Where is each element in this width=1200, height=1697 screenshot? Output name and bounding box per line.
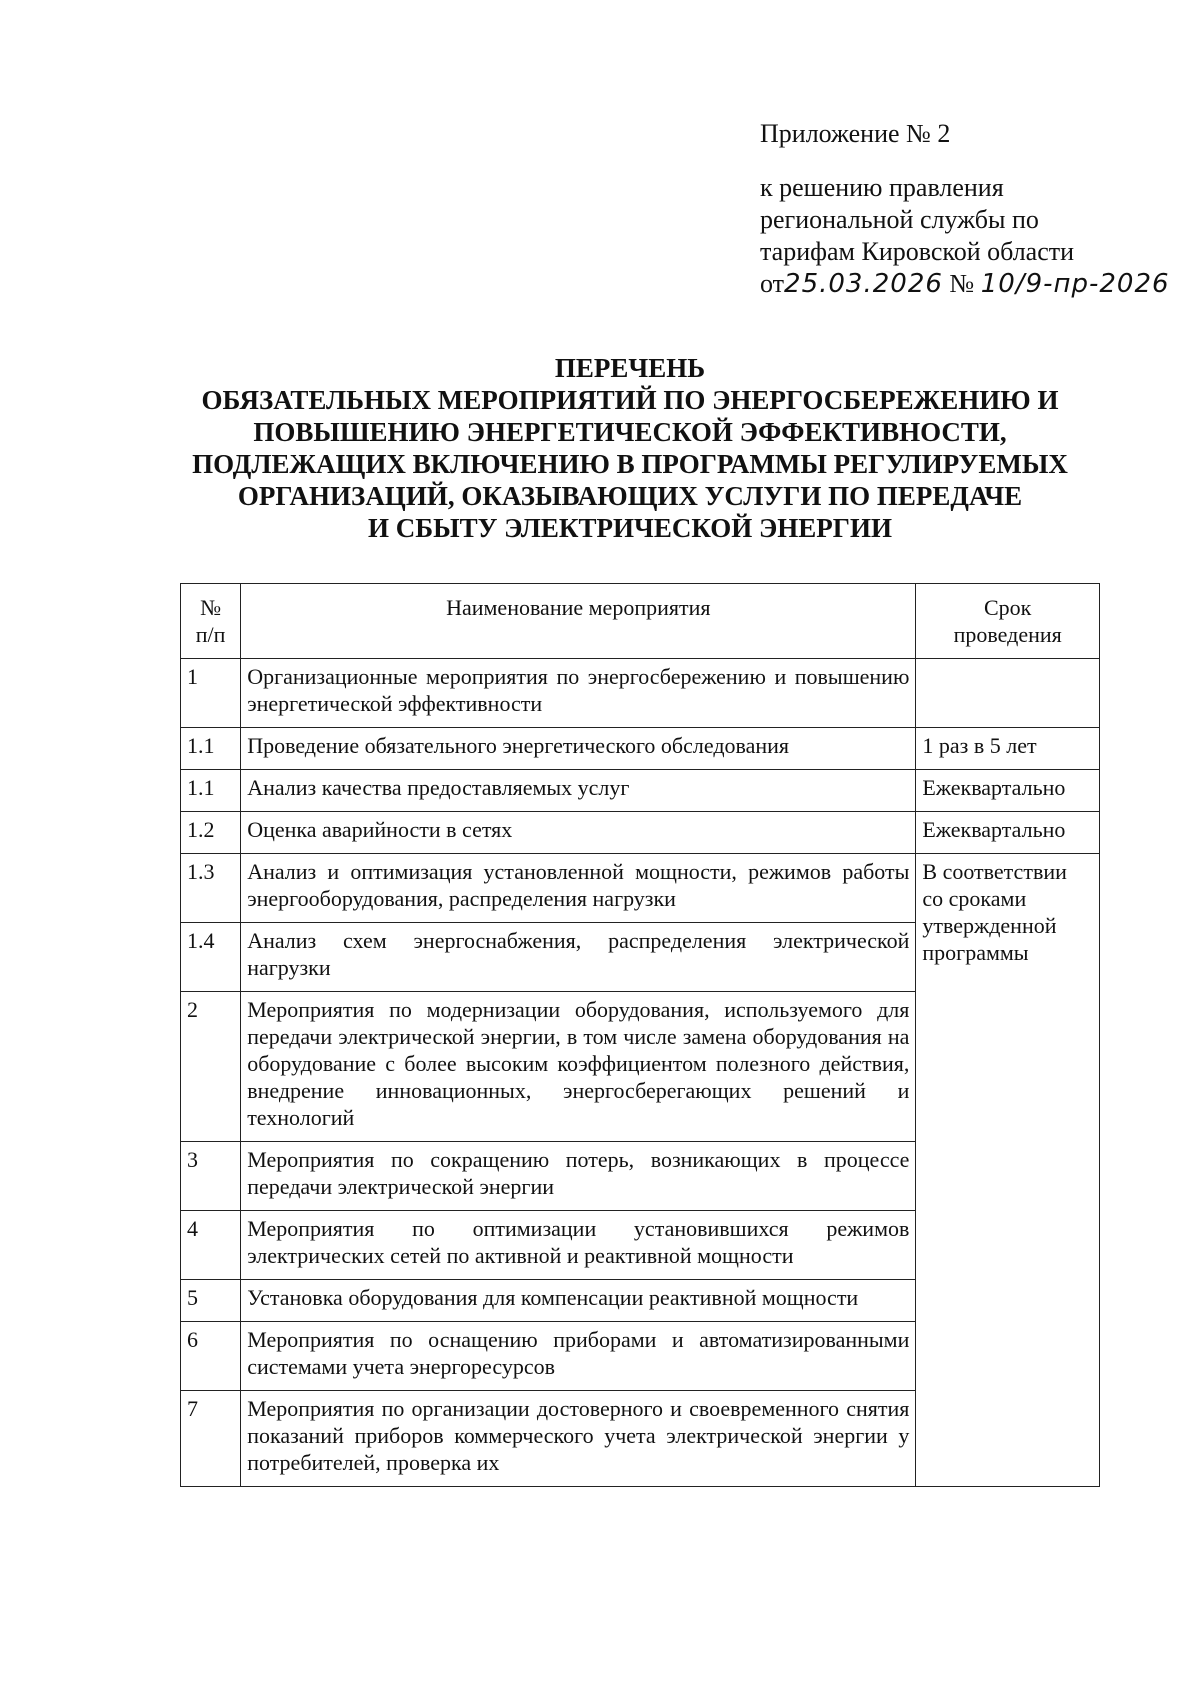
row-term: Ежеквартально [916, 770, 1100, 812]
appendix-line-3: тарифам Кировской области [760, 237, 1075, 266]
row-name: Мероприятия по модернизации оборудования, используемого для передачи электрической энергии, в том числе замена оборудования на оборудование с более высоким коэффициентом полезного действия, внедрение инновационных, энергосберегающих решений и технологий [241, 992, 916, 1142]
heading-line-1: ПЕРЕЧЕНЬ [554, 353, 706, 383]
heading-line-6: И СБЫТУ ЭЛЕКТРИЧЕСКОЙ ЭНЕРГИИ [368, 513, 892, 543]
row-number: 1.1 [181, 728, 241, 770]
merged-term: В соответствии со сроками утвержденной программы [916, 854, 1100, 1487]
header-number-line-2: п/п [195, 622, 226, 647]
appendix-date-line [760, 268, 1170, 300]
row-name: Проведение обязательного энергетического обследования [241, 728, 916, 770]
row-number: 1.1 [181, 770, 241, 812]
row-number: 1.4 [181, 923, 241, 992]
header-name: Наименование мероприятия [241, 584, 916, 659]
measures-table [180, 583, 1100, 1487]
date-prefix: от [760, 269, 785, 298]
heading-line-3: ПОВЫШЕНИЮ ЭНЕРГЕТИЧЕСКОЙ ЭФФЕКТИВНОСТИ, [253, 417, 1007, 447]
row-name: Анализ схем энергоснабжения, распределения электрической нагрузки [241, 923, 916, 992]
document-heading [150, 352, 1110, 544]
row-name: Анализ и оптимизация установленной мощности, режимов работы энергооборудования, распределения нагрузки [241, 854, 916, 923]
row-number: 4 [181, 1211, 241, 1280]
header-term [916, 584, 1100, 659]
row-term [916, 659, 1100, 728]
header-number-line-1: № [200, 595, 222, 620]
header-term-line-1: Срок [984, 595, 1032, 620]
heading-line-5: ОРГАНИЗАЦИЙ, ОКАЗЫВАЮЩИХ УСЛУГИ ПО ПЕРЕДАЧЕ [237, 481, 1023, 511]
table-row [181, 659, 1100, 728]
row-name: Мероприятия по оптимизации установившихся режимов электрических сетей по активной и реактивной мощности [241, 1211, 916, 1280]
appendix-title: Приложение № 2 [760, 119, 951, 148]
table-row [181, 812, 1100, 854]
heading-line-4: ПОДЛЕЖАЩИХ ВКЛЮЧЕНИЮ В ПРОГРАММЫ РЕГУЛИРУЕМЫХ [192, 449, 1068, 479]
date-value: 25.03.2026 [784, 269, 943, 299]
number-prefix: № [942, 269, 981, 298]
header-term-line-2: проведения [953, 622, 1062, 647]
appendix-line-1: к решению правления [760, 173, 1004, 202]
row-number: 5 [181, 1280, 241, 1322]
row-name: Оценка аварийности в сетях [241, 812, 916, 854]
row-number: 2 [181, 992, 241, 1142]
heading-line-2: ОБЯЗАТЕЛЬНЫХ МЕРОПРИЯТИЙ ПО ЭНЕРГОСБЕРЕЖЕНИЮ И [201, 385, 1059, 415]
row-name: Мероприятия по организации достоверного и своевременного снятия показаний приборов коммерческого учета электрической энергии у потребителей, проверка их [241, 1391, 916, 1487]
row-name: Мероприятия по сокращению потерь, возникающих в процессе передачи электрической энергии [241, 1142, 916, 1211]
row-name: Мероприятия по оснащению приборами и автоматизированными системами учета энергоресурсов [241, 1322, 916, 1391]
table-row [181, 854, 1100, 923]
number-value: 10/9-пр-2026 [980, 269, 1170, 299]
row-number: 1.3 [181, 854, 241, 923]
table-row [181, 728, 1100, 770]
row-number: 6 [181, 1322, 241, 1391]
appendix-block [760, 118, 1170, 300]
row-number: 1.2 [181, 812, 241, 854]
appendix-line-2: региональной службы по [760, 205, 1039, 234]
row-number: 3 [181, 1142, 241, 1211]
row-name: Анализ качества предоставляемых услуг [241, 770, 916, 812]
table-row [181, 770, 1100, 812]
row-number: 7 [181, 1391, 241, 1487]
row-name: Организационные мероприятия по энергосбережению и повышению энергетической эффективности [241, 659, 916, 728]
header-number [181, 584, 241, 659]
row-term: 1 раз в 5 лет [916, 728, 1100, 770]
table-header-row [181, 584, 1100, 659]
row-number: 1 [181, 659, 241, 728]
row-name: Установка оборудования для компенсации реактивной мощности [241, 1280, 916, 1322]
row-term: Ежеквартально [916, 812, 1100, 854]
